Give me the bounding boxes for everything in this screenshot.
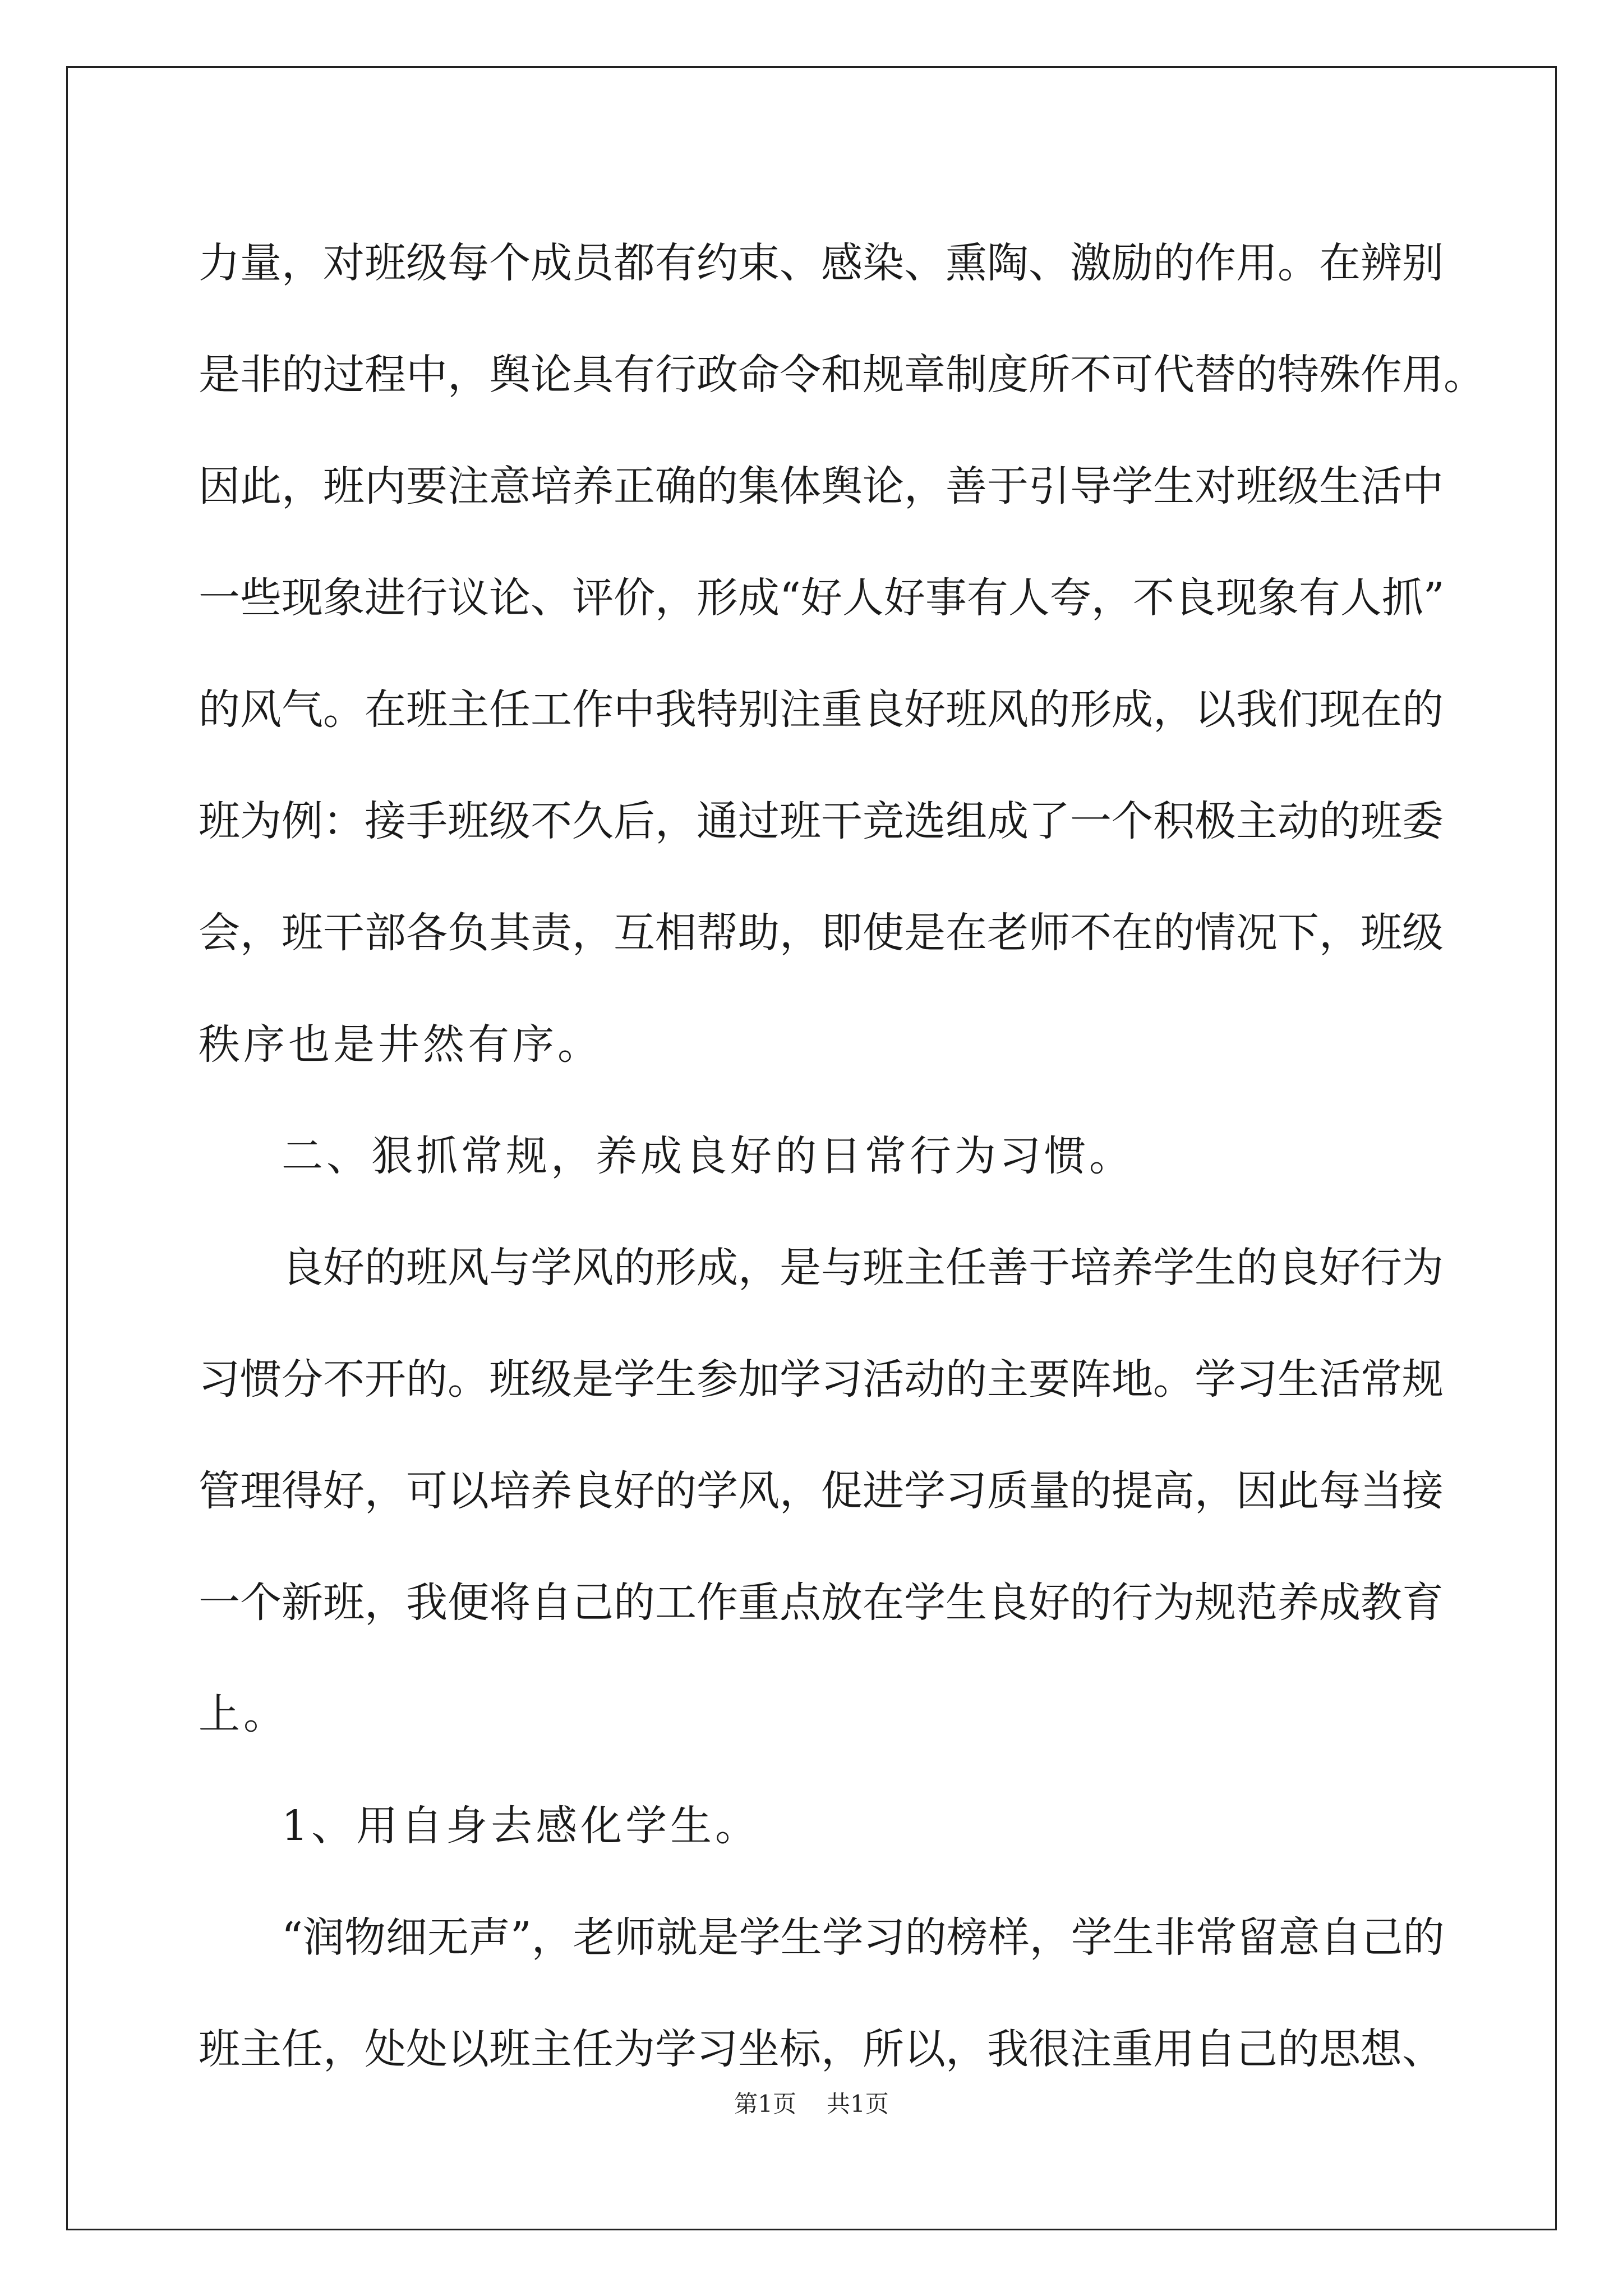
text-line: “润物细无声”，老师就是学生学习的榜样，学生非常留意自己的: [282, 1913, 1445, 1962]
text-line: 习惯分不开的。班级是学生参加学习活动的主要阵地。学习生活常规: [199, 1355, 1444, 1404]
text-line: 会，班干部各负其责，互相帮助，即使是在老师不在的情况下，班级: [199, 909, 1444, 957]
subsection-heading: 1、用自身去感化学生。: [282, 1802, 760, 1850]
text-line: 良好的班风与学风的形成，是与班主任善于培养学生的良好行为: [282, 1244, 1444, 1292]
document-body: [199, 208, 1485, 2105]
text-line: 一个新班，我便将自己的工作重点放在学生良好的行为规范养成教育: [199, 1579, 1444, 1627]
text-line: 因此，班内要注意培养正确的集体舆论，善于引导学生对班级生活中: [199, 462, 1444, 510]
text-line: 是非的过程中，舆论具有行政命令和规章制度所不可代替的特殊作用。: [199, 351, 1485, 399]
text-line: 班为例：接手班级不久后，通过班干竞选组成了一个积极主动的班委: [199, 797, 1444, 845]
text-line: 一些现象进行议论、评价，形成“好人好事有人夸，不良现象有人抓”: [199, 574, 1445, 622]
section-heading: 二、狠抓常规，养成良好的日常行为习惯。: [282, 1132, 1134, 1180]
text-line: 管理得好，可以培养良好的学风，促进学习质量的提高，因此每当接: [199, 1467, 1444, 1515]
page-footer: [0, 2086, 1623, 2119]
text-line: 秩序也是井然有序。: [199, 1020, 602, 1069]
text-line: 班主任，处处以班主任为学习坐标，所以，我很注重用自己的思想、: [199, 2025, 1444, 2073]
text-line: 上。: [199, 1690, 288, 1738]
page-total: 共1页: [827, 2090, 889, 2118]
page-number: 第1页: [734, 2090, 796, 2118]
text-line: 力量，对班级每个成员都有约束、感染、熏陶、激励的作用。在辨别: [199, 239, 1444, 287]
text-line: 的风气。在班主任工作中我特别注重良好班风的形成，以我们现在的: [199, 685, 1444, 734]
